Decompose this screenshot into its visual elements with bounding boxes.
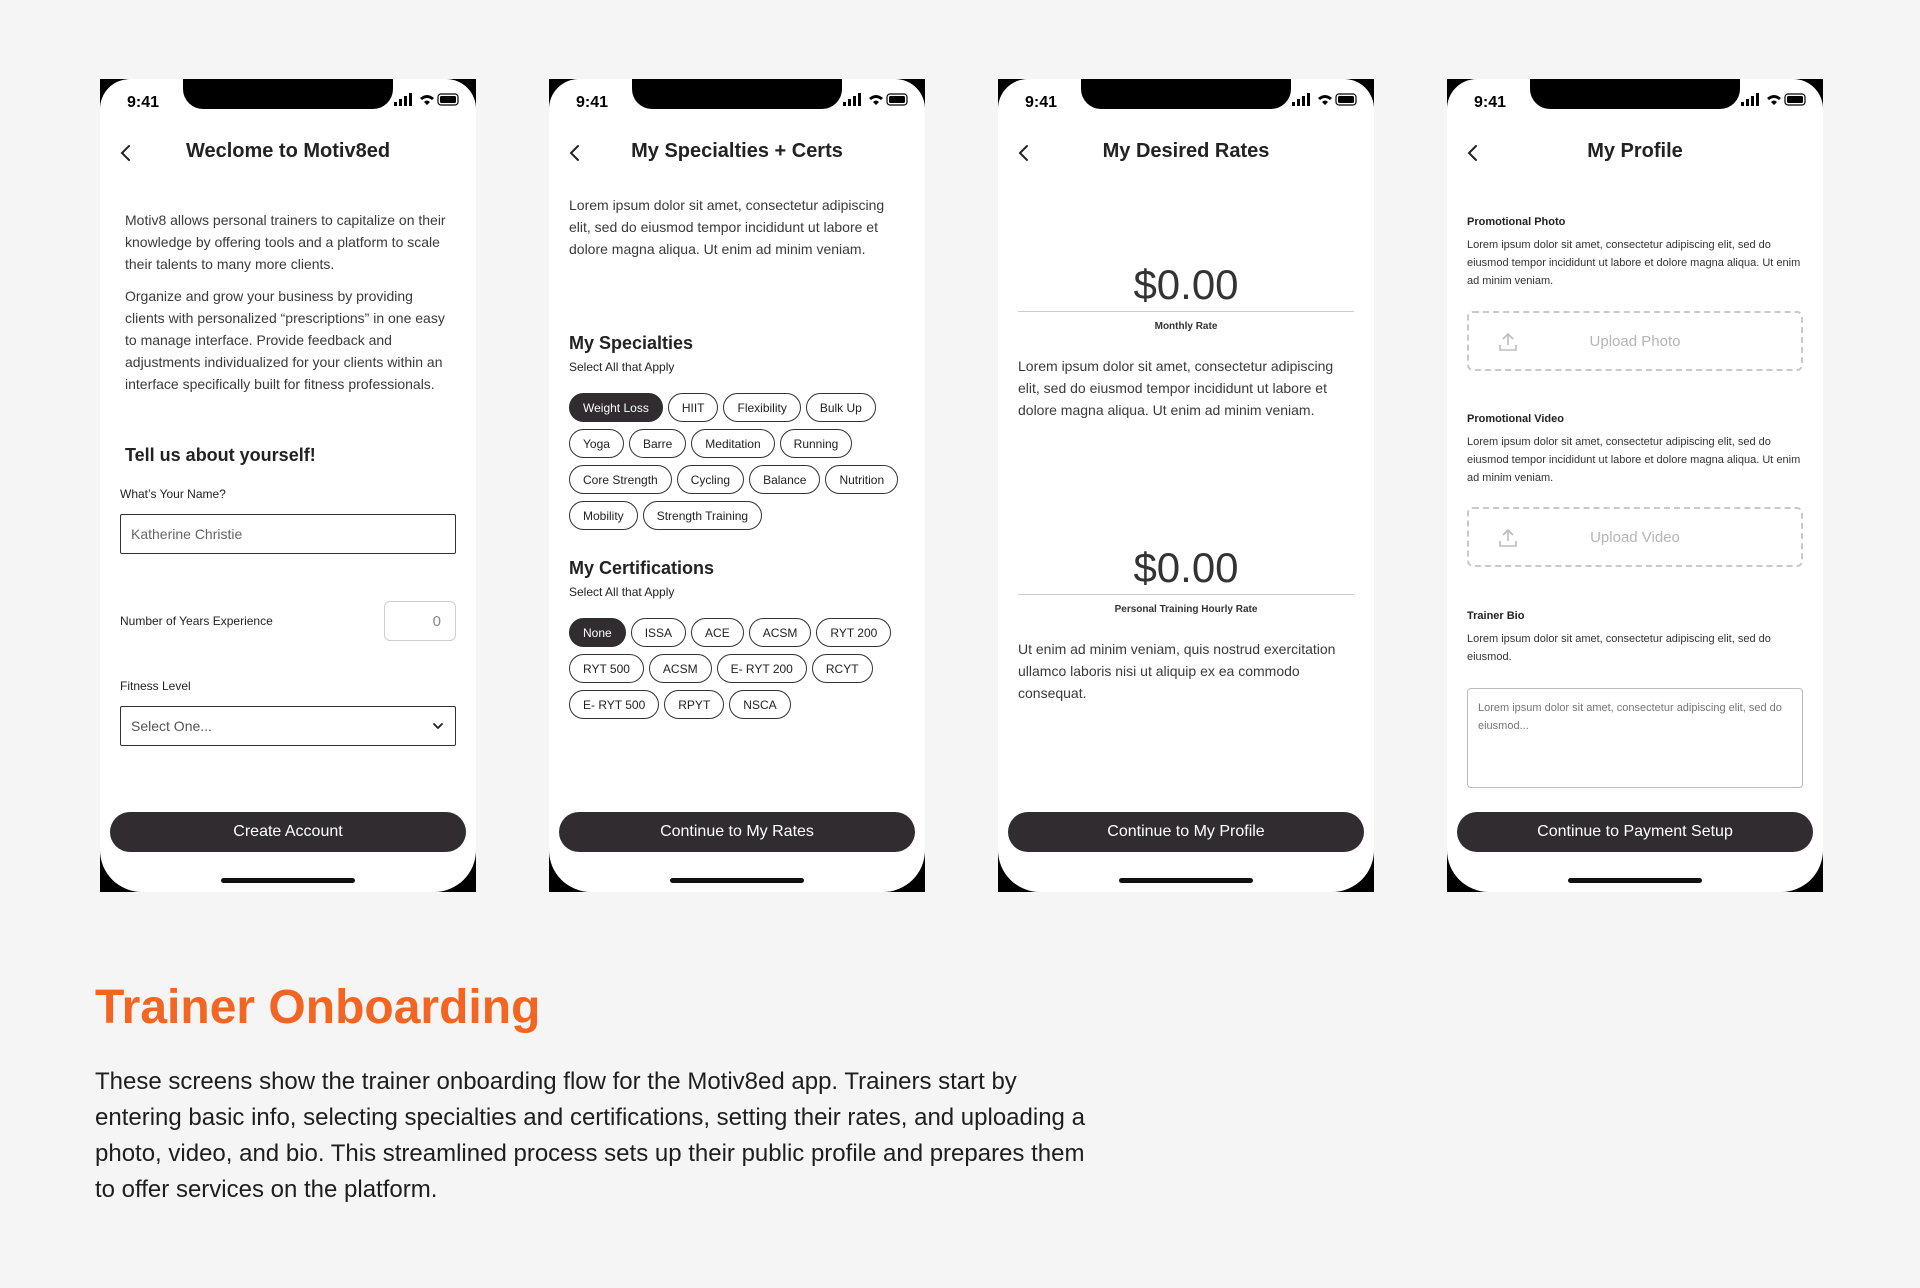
years-input-value: 0 — [432, 612, 441, 630]
status-icons — [843, 93, 909, 107]
page-title: My Desired Rates — [1102, 140, 1270, 162]
phone-rates — [998, 79, 1374, 892]
home-indicator — [1568, 878, 1702, 883]
certifications-heading: My Certifications — [569, 558, 715, 578]
status-icons — [1741, 93, 1807, 107]
specialty-chip-nutrition[interactable]: Nutrition — [825, 465, 898, 494]
upload-video-label: Upload Video — [1590, 528, 1680, 546]
specialty-chip-bulk-up[interactable]: Bulk Up — [806, 393, 876, 422]
specialty-chip-mobility[interactable]: Mobility — [569, 501, 638, 530]
status-time: 9:41 — [1025, 94, 1058, 111]
notch — [1530, 79, 1740, 109]
specialty-chip-core-strength[interactable]: Core Strength — [569, 465, 672, 494]
specialty-chip-group — [569, 393, 909, 530]
cert-chip-issa[interactable]: ISSA — [631, 618, 686, 647]
cert-chip-ryt-200[interactable]: RYT 200 — [816, 618, 891, 647]
years-label: Number of Years Experience — [120, 614, 273, 628]
monthly-rate-label: Monthly Rate — [1154, 321, 1218, 332]
status-time: 9:41 — [127, 94, 160, 111]
section-heading: Tell us about yourself! — [125, 445, 316, 465]
phone-specialties — [549, 79, 925, 892]
name-label: What’s Your Name? — [120, 487, 226, 501]
video-heading: Promotional Video — [1467, 413, 1564, 425]
specialty-chip-strength-training[interactable]: Strength Training — [643, 501, 762, 530]
notch — [183, 79, 393, 109]
status-icons — [1292, 93, 1358, 107]
hourly-rate-input[interactable]: $0.00 — [1133, 544, 1239, 591]
continue-to-payment-button[interactable]: Continue to Payment Setup — [1457, 812, 1813, 852]
home-indicator — [1119, 878, 1253, 883]
photo-description: Lorem ipsum dolor sit amet, consectetur adipiscing elit, sed do eiusmod tempor incididunt ut labore et dolore magna aliqua. Ut enim ad minim veniam. — [1467, 239, 1801, 287]
status-time: 9:41 — [576, 94, 609, 111]
continue-to-profile-button[interactable]: Continue to My Profile — [1008, 812, 1364, 852]
name-input-value: Katherine Christie — [131, 526, 243, 542]
certifications-subheading: Select All that Apply — [569, 585, 675, 599]
upload-photo-button[interactable] — [1467, 311, 1803, 371]
home-indicator — [670, 878, 804, 883]
upload-photo-label: Upload Photo — [1589, 332, 1681, 350]
rates-paragraph-1: Lorem ipsum dolor sit amet, consectetur adipiscing elit, sed do eiusmod tempor incididunt ut labore et dolore magna aliqua. Ut enim ad minim veniam. — [1018, 358, 1334, 418]
hourly-rate-label: Personal Training Hourly Rate — [1114, 604, 1258, 615]
cert-chip-nsca[interactable]: NSCA — [729, 690, 790, 719]
home-indicator — [221, 878, 355, 883]
chevron-down-icon — [431, 719, 445, 733]
intro-paragraph-1: Motiv8 allows personal trainers to capitalize on their knowledge by offering tools and a platform to scale their talents to many more clients. — [125, 212, 446, 272]
specialty-chip-weight-loss[interactable]: Weight Loss — [569, 393, 663, 422]
divider — [1018, 594, 1354, 595]
page-title: Weclome to Motiv8ed — [185, 140, 391, 162]
cert-chip-none[interactable]: None — [569, 618, 626, 647]
specialty-chip-balance[interactable]: Balance — [749, 465, 820, 494]
specialties-heading: My Specialties — [569, 333, 694, 353]
specialty-chip-yoga[interactable]: Yoga — [569, 429, 624, 458]
specialty-chip-cycling[interactable]: Cycling — [677, 465, 744, 494]
divider — [1018, 311, 1354, 312]
photo-heading: Promotional Photo — [1467, 216, 1566, 228]
upload-icon — [1497, 527, 1519, 549]
fitness-label: Fitness Level — [120, 679, 191, 693]
monthly-rate-input[interactable]: $0.00 — [1133, 261, 1239, 308]
cert-chip-ryt-500[interactable]: RYT 500 — [569, 654, 644, 683]
video-description: Lorem ipsum dolor sit amet, consectetur adipiscing elit, sed do eiusmod tempor incididunt ut labore et dolore magna aliqua. Ut enim ad minim veniam. — [1467, 436, 1801, 484]
specialties-subheading: Select All that Apply — [569, 360, 675, 374]
specialty-chip-hiit[interactable]: HIIT — [668, 393, 719, 422]
cert-chip-ace[interactable]: ACE — [691, 618, 744, 647]
phone-welcome — [100, 79, 476, 892]
cert-chip-acsm[interactable]: ACSM — [749, 618, 812, 647]
intro-paragraph-2: Organize and grow your business by providing clients with personalized “prescriptions” in one easy to manage interface. Provide feedback and adjustments individualized for your clients within an interface specifically built for fitness professionals. — [125, 288, 445, 392]
bio-heading: Trainer Bio — [1467, 610, 1525, 622]
bio-description: Lorem ipsum dolor sit amet, consectetur adipiscing elit, sed do eiusmod. — [1467, 633, 1771, 663]
continue-to-rates-button[interactable]: Continue to My Rates — [559, 812, 915, 852]
fitness-select-value: Select One... — [131, 718, 212, 734]
cert-chip-e-ryt-200[interactable]: E- RYT 200 — [717, 654, 807, 683]
profile-screen — [1447, 79, 1823, 892]
specialties-screen — [549, 79, 925, 892]
name-input[interactable] — [120, 514, 456, 554]
certification-chip-group — [569, 618, 909, 719]
cert-chip-rpyt[interactable]: RPYT — [664, 690, 724, 719]
upload-icon — [1497, 331, 1519, 353]
status-time: 9:41 — [1474, 94, 1507, 111]
cert-chip-acsm[interactable]: ACSM — [649, 654, 712, 683]
status-icons — [394, 93, 460, 107]
cert-chip-rcyt[interactable]: RCYT — [812, 654, 873, 683]
bio-textarea[interactable] — [1467, 688, 1803, 788]
fitness-level-select[interactable] — [120, 706, 456, 746]
specialty-chip-running[interactable]: Running — [780, 429, 853, 458]
welcome-screen — [100, 79, 476, 892]
specialty-chip-flexibility[interactable]: Flexibility — [723, 393, 800, 422]
rates-paragraph-2: Ut enim ad minim veniam, quis nostrud exercitation ullamco laboris nisi ut aliquip ex ea commodo consequat. — [1018, 641, 1336, 701]
cert-chip-e-ryt-500[interactable]: E- RYT 500 — [569, 690, 659, 719]
page-title: My Profile — [1587, 140, 1683, 162]
intro-paragraph: Lorem ipsum dolor sit amet, consectetur adipiscing elit, sed do eiusmod tempor incididunt ut labore et dolore magna aliqua. Ut enim ad minim veniam. — [569, 197, 885, 257]
caption-heading: Trainer Onboarding — [95, 981, 541, 1034]
specialty-chip-meditation[interactable]: Meditation — [691, 429, 774, 458]
specialty-chip-barre[interactable]: Barre — [629, 429, 686, 458]
rates-screen — [998, 79, 1374, 892]
phone-profile — [1447, 79, 1823, 892]
create-account-button[interactable]: Create Account — [110, 812, 466, 852]
page-title: My Specialties + Certs — [631, 140, 843, 162]
upload-video-button[interactable] — [1467, 507, 1803, 567]
notch — [1081, 79, 1291, 109]
years-input[interactable] — [384, 601, 456, 641]
caption-body: These screens show the trainer onboarding flow for the Motiv8ed app. Trainers start by entering basic info, selecting specialties and certifications, setting their rates, and uploading a photo, video, and bio. This streamlined process sets up their public profile and prepares them to offer services on the platform. — [95, 1068, 1085, 1203]
notch — [632, 79, 842, 109]
